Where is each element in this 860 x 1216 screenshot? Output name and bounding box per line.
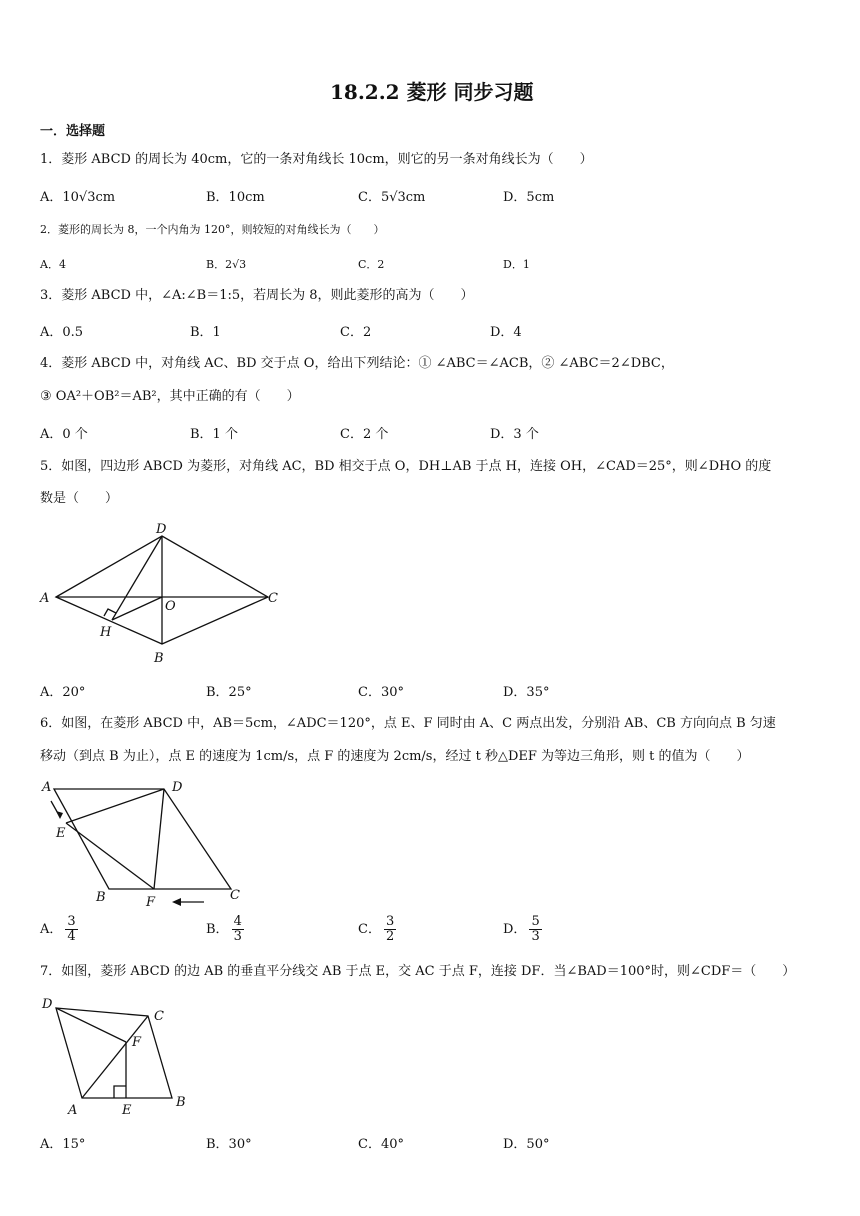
fraction-denominator: 4	[67, 929, 76, 944]
label-d: D	[172, 780, 183, 795]
question-6-option-c	[358, 915, 396, 944]
fraction-denominator: 3	[233, 929, 242, 944]
question-5-option-b: B．25°	[206, 685, 252, 700]
label-f: F	[132, 1035, 142, 1050]
question-1-option-a: A．10√3cm	[40, 190, 116, 205]
label-d: D	[42, 997, 53, 1012]
question-6-option-b	[206, 915, 244, 944]
label-b: B	[96, 890, 106, 905]
question-7-option-c: C．40°	[358, 1137, 404, 1152]
question-4-option-b: B．1 个	[190, 427, 238, 442]
label-b: B	[176, 1095, 186, 1110]
fraction-denominator: 2	[385, 929, 395, 944]
question-6-text-line1: 6．如图，在菱形 ABCD 中，AB＝5cm，∠ADC＝120°，点 E、F 同时由 A、C 两点出发，分别沿 AB、CB 方向向点 B 匀速	[40, 716, 776, 731]
fraction	[232, 915, 244, 944]
question-3-text: 3．菱形 ABCD 中，∠A:∠B＝1:5，若周长为 8，则此菱形的高为（ ）	[40, 288, 474, 303]
label-a: A	[68, 1103, 78, 1118]
question-4-option-a: A．0 个	[40, 427, 88, 442]
question-5-option-a: A．20°	[40, 685, 86, 700]
question-2-option-c: C．2	[358, 258, 385, 271]
question-1-option-c: C．5√3cm	[358, 190, 426, 205]
figure-rhombus-q5	[36, 520, 296, 670]
fraction-numerator: 5	[531, 914, 540, 929]
figure-rhombus-q6	[36, 775, 256, 910]
question-6-option-d	[503, 915, 542, 944]
question-4-option-c: C．2 个	[340, 427, 389, 442]
segment-ef	[66, 823, 154, 889]
question-5-text-line2: 数是（ ）	[40, 491, 119, 506]
right-angle-mark	[104, 609, 116, 616]
label-b: B	[154, 651, 164, 666]
question-6-text-line2: 移动（到点 B 为止），点 E 的速度为 1cm/s，点 F 的速度为 2cm/s，经过 t 秒△DEF 为等边三角形，则 t 的值为（ ）	[40, 749, 750, 764]
fraction-numerator: 4	[233, 914, 242, 929]
label-c: C	[230, 888, 240, 903]
question-3-option-a: A．0.5	[40, 325, 84, 340]
label-a: A	[40, 591, 50, 606]
question-6-option-a-letter: A．	[40, 922, 63, 937]
arrow-f-head	[172, 898, 181, 906]
question-6-option-d-letter: D．	[503, 922, 527, 937]
label-e: E	[122, 1103, 132, 1118]
fraction-numerator: 3	[385, 914, 395, 929]
question-2-option-a: A．4	[40, 258, 66, 271]
question-3-option-b: B．1	[190, 325, 221, 340]
fraction-numerator: 3	[67, 914, 76, 929]
segment-dh	[112, 536, 162, 620]
question-7-option-b: B．30°	[206, 1137, 252, 1152]
page-title: 18.2.2 菱形 同步习题	[330, 80, 534, 104]
label-f: F	[146, 895, 156, 910]
question-1-option-b: B．10cm	[206, 190, 265, 205]
label-c: C	[268, 591, 278, 606]
right-angle-mark	[114, 1086, 126, 1098]
question-3-option-c: C．2	[340, 325, 372, 340]
segment-de	[66, 789, 164, 823]
label-h: H	[100, 625, 112, 640]
question-4-text-line2: ③ OA²＋OB²＝AB²，其中正确的有（ ）	[40, 389, 300, 404]
question-5-option-c: C．30°	[358, 685, 404, 700]
question-7-option-a: A．15°	[40, 1137, 86, 1152]
fraction	[529, 915, 541, 944]
fraction-denominator: 3	[531, 929, 540, 944]
rhombus-abcd	[54, 789, 231, 889]
question-6-option-b-letter: B．	[206, 922, 229, 937]
segment-df	[154, 789, 164, 889]
question-7-text: 7．如图，菱形 ABCD 的边 AB 的垂直平分线交 AB 于点 E，交 AC 于点 F，连接 DF．当∠BAD＝100°时，则∠CDF＝（ ）	[40, 964, 796, 979]
question-5-text-line1: 5．如图，四边形 ABCD 为菱形，对角线 AC，BD 相交于点 O，DH⊥AB 于点 H，连接 OH，∠CAD＝25°，则∠DHO 的度	[40, 459, 772, 474]
label-a: A	[42, 780, 52, 795]
question-2-option-b: B．2√3	[206, 258, 247, 271]
fraction	[384, 915, 396, 944]
question-1-text: 1．菱形 ABCD 的周长为 40cm，它的一条对角线长 10cm，则它的另一条对角线长为（ ）	[40, 152, 593, 167]
label-e: E	[56, 826, 66, 841]
question-6-option-a	[40, 915, 78, 944]
figure-rhombus-q7	[36, 990, 206, 1120]
fraction	[65, 915, 77, 944]
question-2-option-d: D．1	[503, 258, 530, 271]
label-o: O	[165, 599, 176, 614]
arrow-e-head	[56, 811, 63, 819]
question-2-text: 2．菱形的周长为 8，一个内角为 120°，则较短的对角线长为（ ）	[40, 223, 385, 236]
question-6-option-c-letter: C．	[358, 922, 381, 937]
question-4-option-d: D．3 个	[490, 427, 539, 442]
section-heading: 一．选择题	[40, 124, 106, 139]
question-3-option-d: D．4	[490, 325, 522, 340]
question-1-option-d: D．5cm	[503, 190, 555, 205]
label-c: C	[154, 1009, 164, 1024]
question-4-text-line1: 4．菱形 ABCD 中，对角线 AC、BD 交于点 O，给出下列结论：① ∠ABC＝∠ACB，② ∠ABC＝2∠DBC，	[40, 356, 674, 371]
question-5-option-d: D．35°	[503, 685, 550, 700]
label-d: D	[156, 522, 167, 537]
question-7-option-d: D．50°	[503, 1137, 550, 1152]
